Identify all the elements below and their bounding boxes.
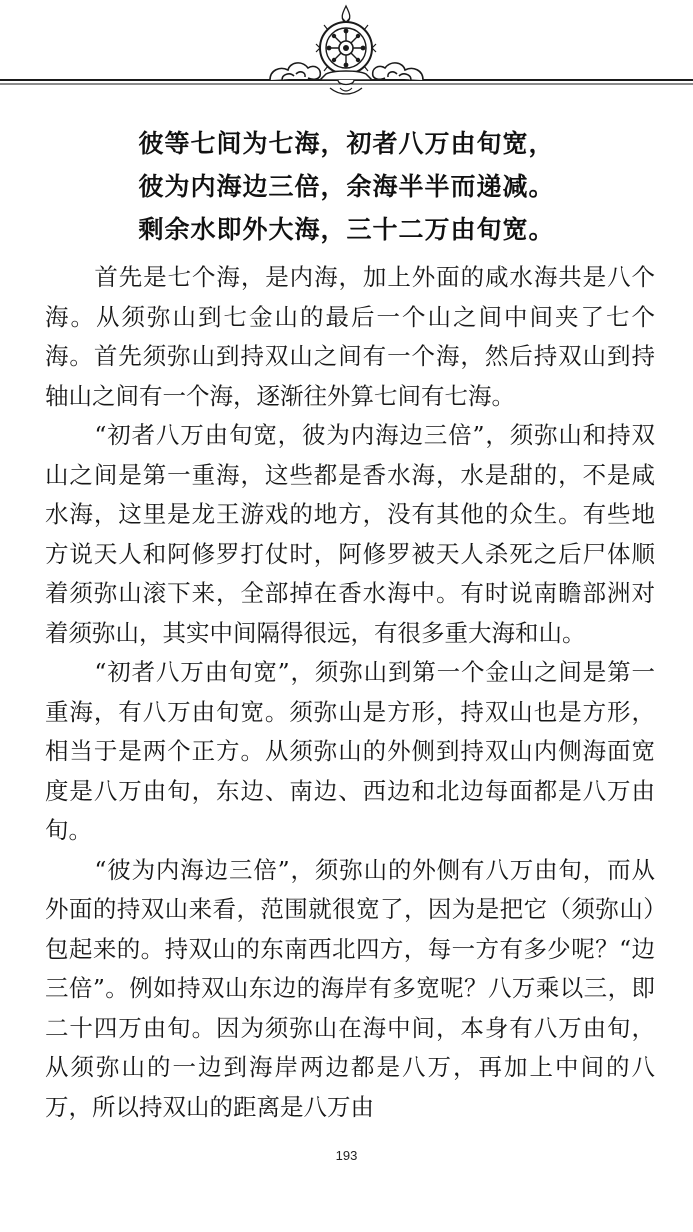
- paragraph: 首先是七个海，是内海，加上外面的咸水海共是八个海。从须弥山到七金山的最后一个山之间中间夹了七个海。首先须弥山到持双山之间有一个海，然后持双山到持轴山之间有一个海，逐渐往外算七间有七海。: [45, 263, 655, 410]
- page-number: 193: [335, 1148, 358, 1163]
- right-cloud-icon: [373, 63, 423, 80]
- header-ornament: [0, 0, 693, 110]
- verse-block: [0, 122, 693, 251]
- paragraph: “彼为内海边三倍”，须弥山的外侧有八万由旬，而从外面的持双山来看，范围就很宽了，因为是把它（须弥山）包起来的。持双山的东南西北四方，每一方有多少呢？“边三倍”。例如持双山东边的海岸有多宽呢？八万乘以三，即二十四万由旬。因为须弥山在海中间，本身有八万由旬，从须弥山的一边到海岸两边都是八万，再加上中间的八万，所以持双山的距离是八万由: [45, 855, 655, 1121]
- verse-line: 剩余水即外大海，三十二万由旬宽。: [138, 215, 555, 244]
- commentary-body: [45, 258, 655, 1127]
- paragraph: “初者八万由旬宽”，须弥山到第一个金山之间是第一重海，有八万由旬宽。须弥山是方形，持双山也是方形，相当于是两个正方。从须弥山的外侧到持双山内侧海面宽度是八万由旬，东边、南边、西边和北边每面都是八万由旬。: [45, 658, 655, 844]
- verse-line: 彼等七间为七海，初者八万由旬宽，: [138, 129, 555, 158]
- left-cloud-icon: [270, 63, 320, 80]
- paragraph: “初者八万由旬宽，彼为内海边三倍”，须弥山和持双山之间是第一重海，这些都是香水海，水是甜的，不是咸水海，这里是龙王游戏的地方，没有其他的众生。有些地方说天人和阿修罗打仗时，阿修罗被天人杀死之后尸体顺着须弥山滚下来，全部掉在香水海中。有时说南瞻部洲对着须弥山，其实中间隔得很远，有很多重大海和山。: [45, 421, 655, 647]
- verse-line: 彼为内海边三倍，余海半半而递减。: [138, 172, 555, 201]
